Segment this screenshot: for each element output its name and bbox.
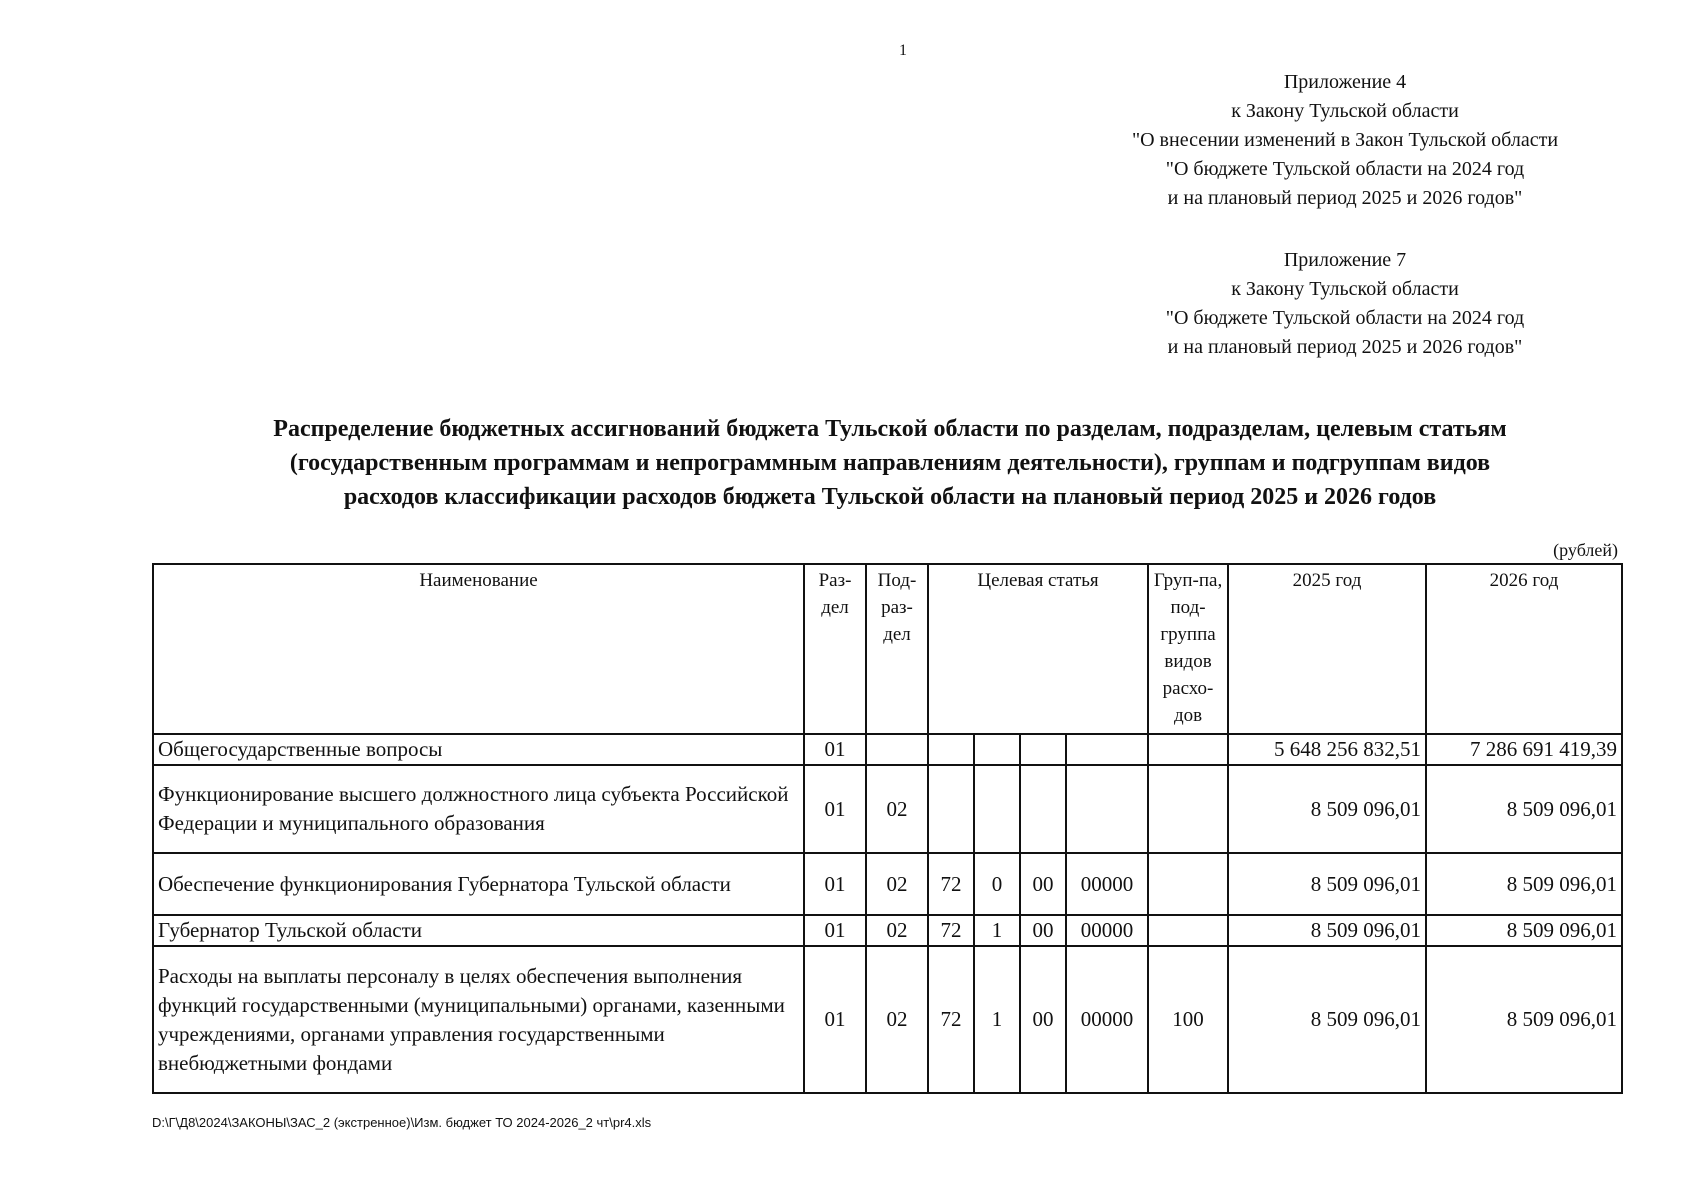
row-subsection: 02 (866, 946, 928, 1093)
file-path-footer: D:\Г\Д8\2024\ЗАКОНЫ\ЗАС_2 (экстренное)\Изм. бюджет ТО 2024-2026_2 чт\pr4.xls (152, 1115, 652, 1130)
units-label: (рублей) (1553, 540, 1618, 560)
row-target-event: 00 (1020, 853, 1066, 915)
row-subsection: 02 (866, 915, 928, 946)
row-target-event: 00 (1020, 915, 1066, 946)
row-target-program (928, 734, 974, 765)
row-name: Функционирование высшего должностного лица субъекта Российской Федерации и муниципального образования (153, 765, 804, 853)
annex-7-line: Приложение 7 (1283, 249, 1407, 271)
row-name: Губернатор Тульской области (153, 915, 804, 946)
annex-4-caption (1040, 68, 1650, 213)
row-2026: 8 509 096,01 (1426, 915, 1622, 946)
annex-7-line: "О бюджете Тульской области на 2024 год (1165, 307, 1525, 329)
row-name: Общегосударственные вопросы (153, 734, 804, 765)
row-target-event (1020, 765, 1066, 853)
row-name: Обеспечение функционирования Губернатора Тульской области (153, 853, 804, 915)
row-target-subprogram: 0 (974, 853, 1020, 915)
row-2026: 7 286 691 419,39 (1426, 734, 1622, 765)
table-row (153, 915, 1622, 946)
row-2026: 8 509 096,01 (1426, 853, 1622, 915)
row-target-direction: 00000 (1066, 946, 1148, 1093)
header-target-article: Целевая статья (928, 564, 1148, 734)
title-line: Распределение бюджетных ассигнований бюджета Тульской области по разделам, подразделам, целевым статьям (273, 416, 1507, 442)
row-target-subprogram: 1 (974, 946, 1020, 1093)
document-title (150, 412, 1630, 514)
row-target-direction: 00000 (1066, 915, 1148, 946)
row-2025: 5 648 256 832,51 (1228, 734, 1426, 765)
page-number: 1 (899, 42, 907, 59)
annex-4-line: к Закону Тульской области (1231, 100, 1459, 122)
row-group (1148, 915, 1228, 946)
header-expense-group: Груп-па, под-группа видов расхо-дов (1148, 564, 1228, 734)
row-section: 01 (804, 734, 866, 765)
row-section: 01 (804, 915, 866, 946)
row-2025: 8 509 096,01 (1228, 853, 1426, 915)
row-group (1148, 765, 1228, 853)
row-group (1148, 734, 1228, 765)
header-subsection: Под-раз-дел (866, 564, 928, 734)
row-subsection: 02 (866, 765, 928, 853)
row-2025: 8 509 096,01 (1228, 915, 1426, 946)
row-section: 01 (804, 946, 866, 1093)
title-line: (государственным программам и непрограммным направлениям деятельности), группам и подгруппам видов (289, 450, 1491, 476)
row-group: 100 (1148, 946, 1228, 1093)
row-group (1148, 853, 1228, 915)
budget-table (152, 563, 1623, 1094)
table-row (153, 765, 1622, 853)
row-2025: 8 509 096,01 (1228, 765, 1426, 853)
table-row (153, 734, 1622, 765)
annex-4-line: Приложение 4 (1283, 71, 1407, 93)
row-target-program (928, 765, 974, 853)
row-2026: 8 509 096,01 (1426, 765, 1622, 853)
row-target-event: 00 (1020, 946, 1066, 1093)
row-name: Расходы на выплаты персоналу в целях обеспечения выполнения функций государственными (муниципальными) органами, казенными учреждениями, органами управления государственными внебюджетными фондами (153, 946, 804, 1093)
row-2026: 8 509 096,01 (1426, 946, 1622, 1093)
row-subsection (866, 734, 928, 765)
annex-4-line: "О бюджете Тульской области на 2024 год (1165, 158, 1525, 180)
header-2025: 2025 год (1228, 564, 1426, 734)
row-section: 01 (804, 853, 866, 915)
title-line: расходов классификации расходов бюджета Тульской области на плановый период 2025 и 2026 годов (343, 484, 1437, 510)
row-target-subprogram: 1 (974, 915, 1020, 946)
row-2025: 8 509 096,01 (1228, 946, 1426, 1093)
table-row (153, 946, 1622, 1093)
row-target-program: 72 (928, 915, 974, 946)
row-target-program: 72 (928, 853, 974, 915)
row-target-program: 72 (928, 946, 974, 1093)
header-section: Раз-дел (804, 564, 866, 734)
row-section: 01 (804, 765, 866, 853)
annex-7-line: и на плановый период 2025 и 2026 годов" (1167, 336, 1523, 358)
row-target-event (1020, 734, 1066, 765)
header-2026: 2026 год (1426, 564, 1622, 734)
header-name: Наименование (153, 564, 804, 734)
annex-7-caption (1040, 246, 1650, 362)
row-subsection: 02 (866, 853, 928, 915)
row-target-subprogram (974, 765, 1020, 853)
row-target-subprogram (974, 734, 1020, 765)
annex-4-line: и на плановый период 2025 и 2026 годов" (1167, 187, 1523, 209)
table-header-row (153, 564, 1622, 734)
row-target-direction (1066, 734, 1148, 765)
annex-7-line: к Закону Тульской области (1231, 278, 1459, 300)
row-target-direction: 00000 (1066, 853, 1148, 915)
row-target-direction (1066, 765, 1148, 853)
table-row (153, 853, 1622, 915)
annex-4-line: "О внесении изменений в Закон Тульской области (1131, 129, 1559, 151)
